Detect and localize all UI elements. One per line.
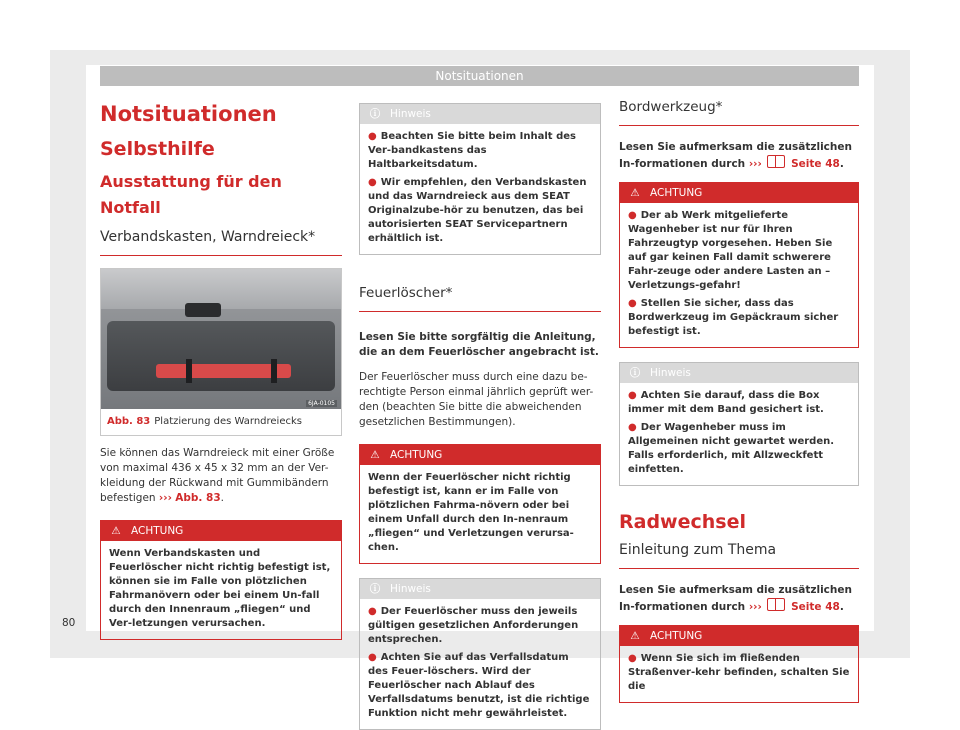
bullet: ● bbox=[628, 422, 637, 433]
bullet: ● bbox=[368, 606, 377, 617]
paragraph: Der Feuerlöscher muss durch eine dazu be-rechtigte Person einmal jährlich geprüft wer-den (beachten Sie bitte die abweichenden gesetzlichen Bestimmungen). bbox=[359, 371, 594, 428]
note-item bbox=[628, 421, 850, 477]
warning-text: Wenn der Feuerlöscher nicht richtig befestigt ist, kann er im Falle von plötzlichen Fahrma-növern oder bei einem Unfall durch den In-nenraum „fliegen“ und Verletzungen verursa-chen. bbox=[368, 472, 574, 553]
topic-title-einleitung: Einleitung zum Thema bbox=[619, 540, 859, 569]
warning-body bbox=[620, 203, 858, 347]
note-item bbox=[368, 605, 592, 647]
warning-title: ACHTUNG bbox=[650, 187, 703, 199]
bold-paragraph-2: Lesen Sie aufmerksam die zusätzlichen In-formationen durch ››› Seite 48. bbox=[619, 584, 852, 613]
note-item-text: Achten Sie auf das Verfallsdatum des Feuer-löschers. Wird der Feuerlöscher nach Ablauf des Verfallsdatums benutzt, ist die richtige Funktion nicht mehr gewährleistet. bbox=[368, 652, 590, 719]
note-box-2 bbox=[359, 578, 601, 730]
topic-title: Verbandskasten, Warndreieck* bbox=[100, 227, 342, 256]
running-header: Notsituationen bbox=[100, 66, 859, 86]
info-icon: ⓘ bbox=[369, 108, 381, 120]
figure-caption-text: Platzierung des Warndreiecks bbox=[154, 416, 302, 427]
photo-strap-left bbox=[186, 359, 192, 383]
note-header bbox=[360, 579, 600, 599]
column-1 bbox=[100, 95, 342, 640]
note-item-text: Beachten Sie bitte beim Inhalt des Ver-bandkastens das Haltbarkeitsdatum. bbox=[368, 131, 576, 170]
section-title-selbsthilfe: Selbsthilfe bbox=[100, 138, 215, 160]
section-title-radwechsel: Radwechsel bbox=[619, 511, 746, 533]
note-header bbox=[360, 104, 600, 124]
note-item bbox=[368, 651, 592, 721]
note-item bbox=[368, 176, 592, 246]
bullet: ● bbox=[628, 653, 637, 664]
info-icon: ⓘ bbox=[369, 583, 381, 595]
figure-number: Abb. 83 bbox=[107, 416, 151, 427]
info-icon: ⓘ bbox=[629, 367, 641, 379]
warning-item-text: Stellen Sie sicher, dass das Bordwerkzeug im Gepäckraum sicher befestigt ist. bbox=[628, 298, 839, 337]
trunk-photo bbox=[101, 269, 341, 409]
warning-item-text: Wenn Sie sich im fließenden Straßenver-kehr befinden, schalten Sie die bbox=[628, 653, 850, 692]
warning-triangle-icon: ⚠ bbox=[370, 449, 380, 461]
note-title: Hinweis bbox=[650, 367, 691, 379]
column-3 bbox=[619, 95, 859, 703]
note-item-text: Wir empfehlen, den Verbandskasten und das Warndreieck aus dem SEAT Originalzube-hör zu benutzen, das bei autorisierten SEAT Servicepartnern erhältlich ist. bbox=[368, 177, 587, 244]
bullet: ● bbox=[368, 177, 377, 188]
warning-box-4 bbox=[619, 625, 859, 703]
paragraph-text: Sie können das Warndreieck mit einer Größe von maximal 436 x 45 x 32 mm an der Ver-kleidung der Rückwand mit Gummibändern befestigen bbox=[100, 447, 335, 504]
warning-title: ACHTUNG bbox=[131, 525, 184, 537]
note-item bbox=[628, 389, 850, 417]
note-item bbox=[368, 130, 592, 172]
warning-title: ACHTUNG bbox=[650, 630, 703, 642]
section-title-feuerloescher: Feuerlöscher* bbox=[359, 283, 601, 312]
bullet: ● bbox=[628, 210, 637, 221]
photo-ceiling bbox=[101, 269, 341, 309]
warning-text: Wenn Verbandskasten und Feuerlöscher nicht richtig befestigt ist, können sie im Falle von plötzlichen Fahrmanövern oder bei einem Un-fall durch den Innenraum „fliegen“ und Ver-letzungen verursachen. bbox=[109, 548, 331, 629]
paragraph-end: . bbox=[220, 492, 225, 504]
bullet: ● bbox=[628, 298, 637, 309]
warning-box-1 bbox=[100, 520, 342, 640]
note-body bbox=[360, 124, 600, 254]
subsection-title: Ausstattung für den Notfall bbox=[100, 172, 282, 217]
warning-header bbox=[360, 445, 600, 465]
section-title-bordwerkzeug: Bordwerkzeug* bbox=[619, 97, 859, 126]
figure-caption bbox=[101, 409, 341, 435]
warning-item bbox=[628, 209, 850, 293]
bold-paragraph-text: Lesen Sie aufmerksam die zusätzlichen In-formationen durch bbox=[619, 141, 852, 170]
warning-triangle-icon: ⚠ bbox=[111, 525, 121, 537]
warning-item-text: Der ab Werk mitgelieferte Wagenheber ist nur für Ihren Fahrzeugtyp vorgesehen. Heben Sie auf gar keinen Fall damit schwerere Fahr-zeuge oder andere Lasten an – Verletzungs-gefahr! bbox=[628, 210, 833, 291]
note-title: Hinweis bbox=[390, 583, 431, 595]
page-number: 80 bbox=[62, 617, 76, 629]
bold-paragraph: Lesen Sie aufmerksam die zusätzlichen In-formationen durch ››› Seite 48. bbox=[619, 141, 852, 170]
note-item-text: Achten Sie darauf, dass die Box immer mit dem Band gesichert ist. bbox=[628, 390, 824, 415]
warning-item bbox=[628, 297, 850, 339]
photo-light bbox=[185, 303, 221, 317]
warning-body bbox=[620, 646, 858, 702]
note-body bbox=[620, 383, 858, 485]
xref-arrow: ››› bbox=[158, 492, 172, 504]
figure-link[interactable]: Abb. 83 bbox=[175, 492, 221, 504]
book-icon bbox=[767, 598, 785, 611]
figure-warndreieck bbox=[100, 268, 342, 436]
note-box-3 bbox=[619, 362, 859, 486]
paragraph-warndreieck bbox=[100, 446, 342, 506]
note-box-1 bbox=[359, 103, 601, 255]
bold-paragraph-text: Lesen Sie aufmerksam die zusätzlichen In-formationen durch bbox=[619, 584, 852, 613]
warning-triangle-icon: ⚠ bbox=[630, 187, 640, 199]
bold-paragraph: Lesen Sie bitte sorgfältig die Anleitung, die an dem Feuerlöscher angebracht ist. bbox=[359, 331, 599, 358]
book-icon bbox=[767, 155, 785, 168]
warning-header bbox=[620, 183, 858, 203]
chapter-title: Notsituationen bbox=[100, 102, 277, 126]
warning-box-2 bbox=[359, 444, 601, 564]
photo-code: 6JA-0105 bbox=[308, 400, 335, 407]
photo-strap-right bbox=[271, 359, 277, 383]
note-item-text: Der Feuerlöscher muss den jeweils gültigen gesetzlichen Anforderungen entsprechen. bbox=[368, 606, 579, 645]
bullet: ● bbox=[368, 131, 377, 142]
warning-title: ACHTUNG bbox=[390, 449, 443, 461]
warning-header bbox=[620, 626, 858, 646]
warning-triangle-icon: ⚠ bbox=[630, 630, 640, 642]
xref-arrow: ››› bbox=[748, 158, 762, 170]
warning-header bbox=[101, 521, 341, 541]
page-link[interactable]: Seite 48 bbox=[791, 601, 840, 613]
warning-box-3 bbox=[619, 182, 859, 348]
warning-item bbox=[628, 652, 850, 694]
note-body bbox=[360, 599, 600, 729]
bullet: ● bbox=[368, 652, 377, 663]
bullet: ● bbox=[628, 390, 637, 401]
photo-trim bbox=[107, 321, 335, 391]
xref-arrow: ››› bbox=[748, 601, 762, 613]
note-header bbox=[620, 363, 858, 383]
note-item-text: Der Wagenheber muss im Allgemeinen nicht gewartet werden. Falls erforderlich, mit Allzweckfett einfetten. bbox=[628, 422, 835, 475]
column-2 bbox=[359, 95, 601, 730]
page-link[interactable]: Seite 48 bbox=[791, 158, 840, 170]
note-title: Hinweis bbox=[390, 108, 431, 120]
